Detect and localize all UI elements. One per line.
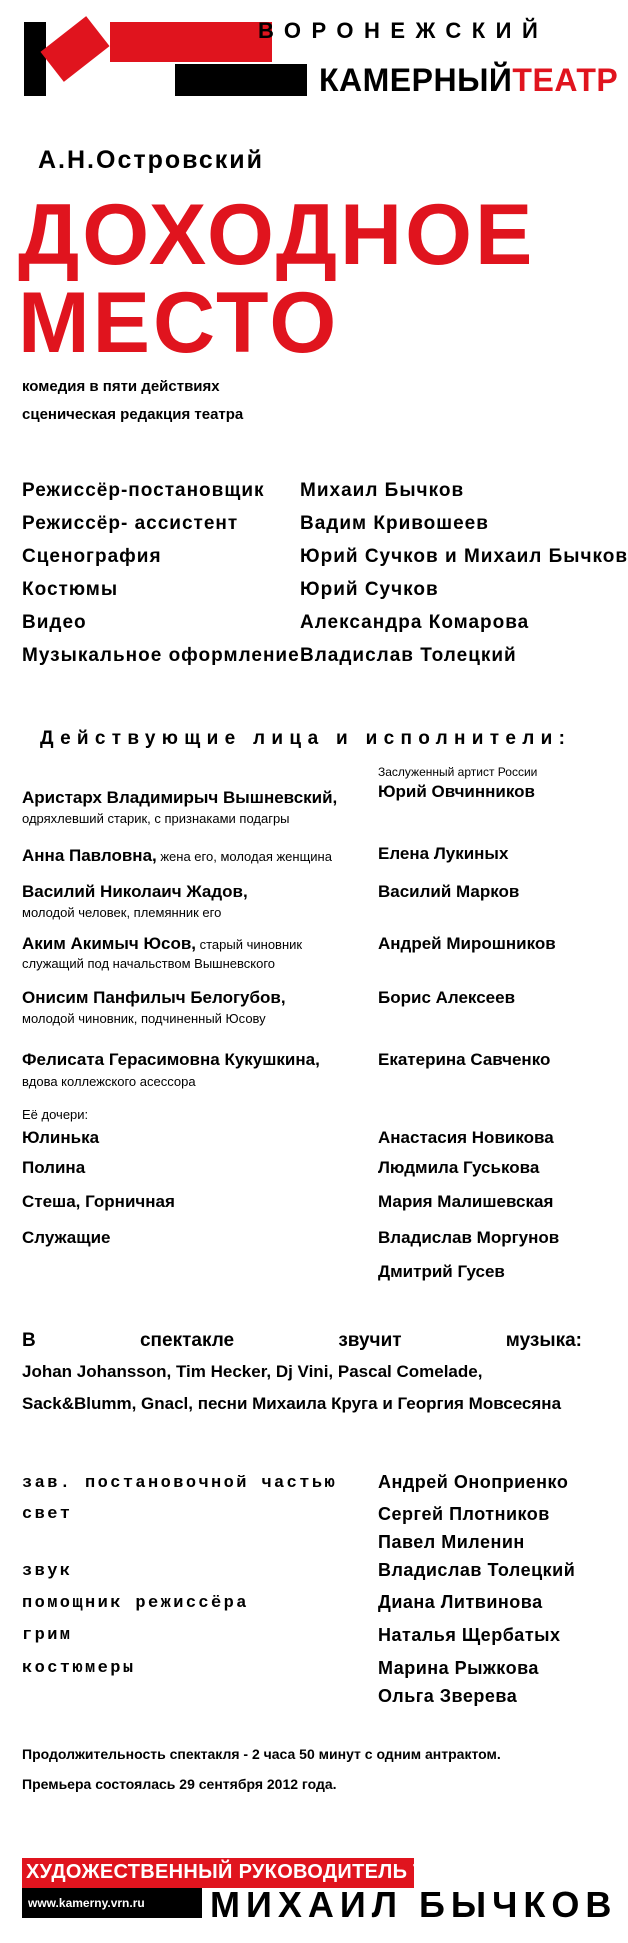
- actor-name: Елена Лукиных: [378, 844, 509, 863]
- crew-role: Видео: [22, 612, 87, 633]
- staff-role: звук: [22, 1562, 73, 1581]
- theatre-name-kamerny: КАМЕРНЫЙ: [319, 62, 513, 98]
- staff-name: Андрей Оноприенко: [378, 1472, 569, 1492]
- logo-black-stripe: [24, 22, 46, 96]
- crew-name: Юрий Сучков: [300, 579, 439, 600]
- character-name: [22, 934, 302, 954]
- staff-role: свет: [22, 1505, 73, 1524]
- staff-role: грим: [22, 1626, 73, 1645]
- actor-name: Андрей Мирошников: [378, 934, 556, 953]
- actor-name: Людмила Гуськова: [378, 1158, 540, 1177]
- music-label: [22, 1330, 582, 1352]
- character-name: Служащие: [22, 1228, 111, 1247]
- staff-name: Павел Миленин: [378, 1532, 525, 1552]
- author: А.Н.Островский: [38, 146, 265, 174]
- theatre-name-top: ВОРОНЕЖСКИЙ: [258, 18, 549, 43]
- staff-name: Марина Рыжкова: [378, 1658, 539, 1678]
- crew-role: Музыкальное оформление: [22, 645, 300, 666]
- music-label-word: спектакле: [139, 1330, 235, 1351]
- staff-name: Ольга Зверева: [378, 1686, 518, 1706]
- crew-role: Костюмы: [22, 579, 119, 600]
- character-description: служащий под начальством Вышневского: [22, 956, 276, 971]
- character-name-text: Анна Павловна,: [22, 846, 157, 865]
- actor-name: Мария Малишевская: [378, 1192, 554, 1211]
- premiere-note: Премьера состоялась 29 сентября 2012 года.: [22, 1776, 337, 1792]
- character-name-text: Василий Николаич Жадов,: [22, 882, 248, 901]
- play-edition: сценическая редакция театра: [22, 406, 244, 423]
- character-description: одряхлевший старик, с признаками подагры: [22, 811, 290, 826]
- crew-role: Режиссёр- ассистент: [22, 513, 239, 534]
- character-name: Юлинька: [22, 1128, 100, 1147]
- play-genre: комедия в пяти действиях: [22, 378, 220, 395]
- music-label-word: музыка:: [505, 1330, 582, 1351]
- actor-name: Борис Алексеев: [378, 988, 516, 1007]
- character-note: старый чиновник: [196, 937, 303, 952]
- character-name: [22, 788, 337, 808]
- staff-role: зав. постановочной частью: [22, 1474, 338, 1493]
- staff-role: помощник режиссёра: [22, 1594, 249, 1613]
- logo-red-bar: [110, 22, 272, 62]
- music-label-word: звучит: [338, 1330, 402, 1351]
- staff-role: костюмеры: [22, 1659, 136, 1678]
- logo-red-square: [40, 16, 109, 82]
- character-description: молодой человек, племянник его: [22, 905, 222, 920]
- crew-name: Вадим Кривошеев: [300, 513, 489, 534]
- actor-name: Василий Марков: [378, 882, 520, 901]
- character-name-text: Онисим Панфилыч Белогубов,: [22, 988, 286, 1007]
- actor-name: Дмитрий Гусев: [378, 1262, 505, 1281]
- character-name-text: Фелисата Герасимовна Кукушкина,: [22, 1050, 320, 1069]
- character-name: [22, 846, 332, 866]
- crew-name: Юрий Сучков и Михаил Бычков: [300, 546, 628, 567]
- actor-name: Юрий Овчинников: [378, 782, 535, 801]
- honored-artist-title: Заслуженный артист России: [378, 765, 538, 779]
- staff-name: Владислав Толецкий: [378, 1560, 576, 1580]
- staff-name: Диана Литвинова: [378, 1592, 543, 1612]
- staff-name: Сергей Плотников: [378, 1504, 550, 1524]
- character-name: [22, 882, 248, 902]
- character-name-text: Аким Акимыч Юсов,: [22, 934, 197, 953]
- staff-name: Наталья Щербатых: [378, 1625, 561, 1645]
- character-name-text: Аристарх Владимирыч Вышневский,: [22, 788, 338, 807]
- music-label-word: В: [22, 1330, 36, 1351]
- character-description: молодой чиновник, подчиненный Юсову: [22, 1011, 266, 1026]
- crew-role: Сценография: [22, 546, 162, 567]
- actor-name: Владислав Моргунов: [378, 1228, 560, 1247]
- theatre-name-bottom: [319, 62, 618, 99]
- music-list: Johan Johansson, Tim Hecker, Dj Vini, Pascal Comelade,: [22, 1362, 483, 1381]
- art-director-label: ХУДОЖЕСТВЕННЫЙ РУКОВОДИТЕЛЬ ТЕАТРА: [26, 1861, 493, 1883]
- actor-name: Екатерина Савченко: [378, 1050, 551, 1069]
- crew-role: Режиссёр-постановщик: [22, 480, 265, 501]
- character-name: Стеша, Горничная: [22, 1192, 175, 1211]
- play-title-line1: ДОХОДНОЕ: [18, 187, 536, 283]
- website-link[interactable]: www.kamerny.vrn.ru: [28, 1896, 145, 1910]
- cast-heading: Действующие лица и исполнители:: [40, 728, 572, 749]
- character-name: [22, 1050, 320, 1070]
- character-name: Полина: [22, 1158, 86, 1177]
- logo-black-bar: [175, 64, 307, 96]
- art-director-name: МИХАИЛ БЫЧКОВ: [210, 1884, 618, 1925]
- character-note: жена его, молодая женщина: [156, 849, 332, 864]
- character-name: [22, 988, 286, 1008]
- play-title-line2: МЕСТО: [18, 275, 340, 371]
- duration-note: Продолжительность спектакля - 2 часа 50 минут с одним антрактом.: [22, 1746, 501, 1762]
- actor-name: Анастасия Новикова: [378, 1128, 554, 1147]
- theatre-name-teatr: ТЕАТР: [512, 62, 619, 98]
- crew-name: Владислав Толецкий: [300, 645, 517, 666]
- daughters-label: Её дочери:: [22, 1107, 89, 1122]
- character-description: вдова коллежского асессора: [22, 1074, 196, 1089]
- crew-name: Михаил Бычков: [300, 480, 465, 501]
- crew-name: Александра Комарова: [300, 612, 530, 633]
- music-list: Sack&Blumm, Gnacl, песни Михаила Круга и Георгия Мовсесяна: [22, 1394, 562, 1413]
